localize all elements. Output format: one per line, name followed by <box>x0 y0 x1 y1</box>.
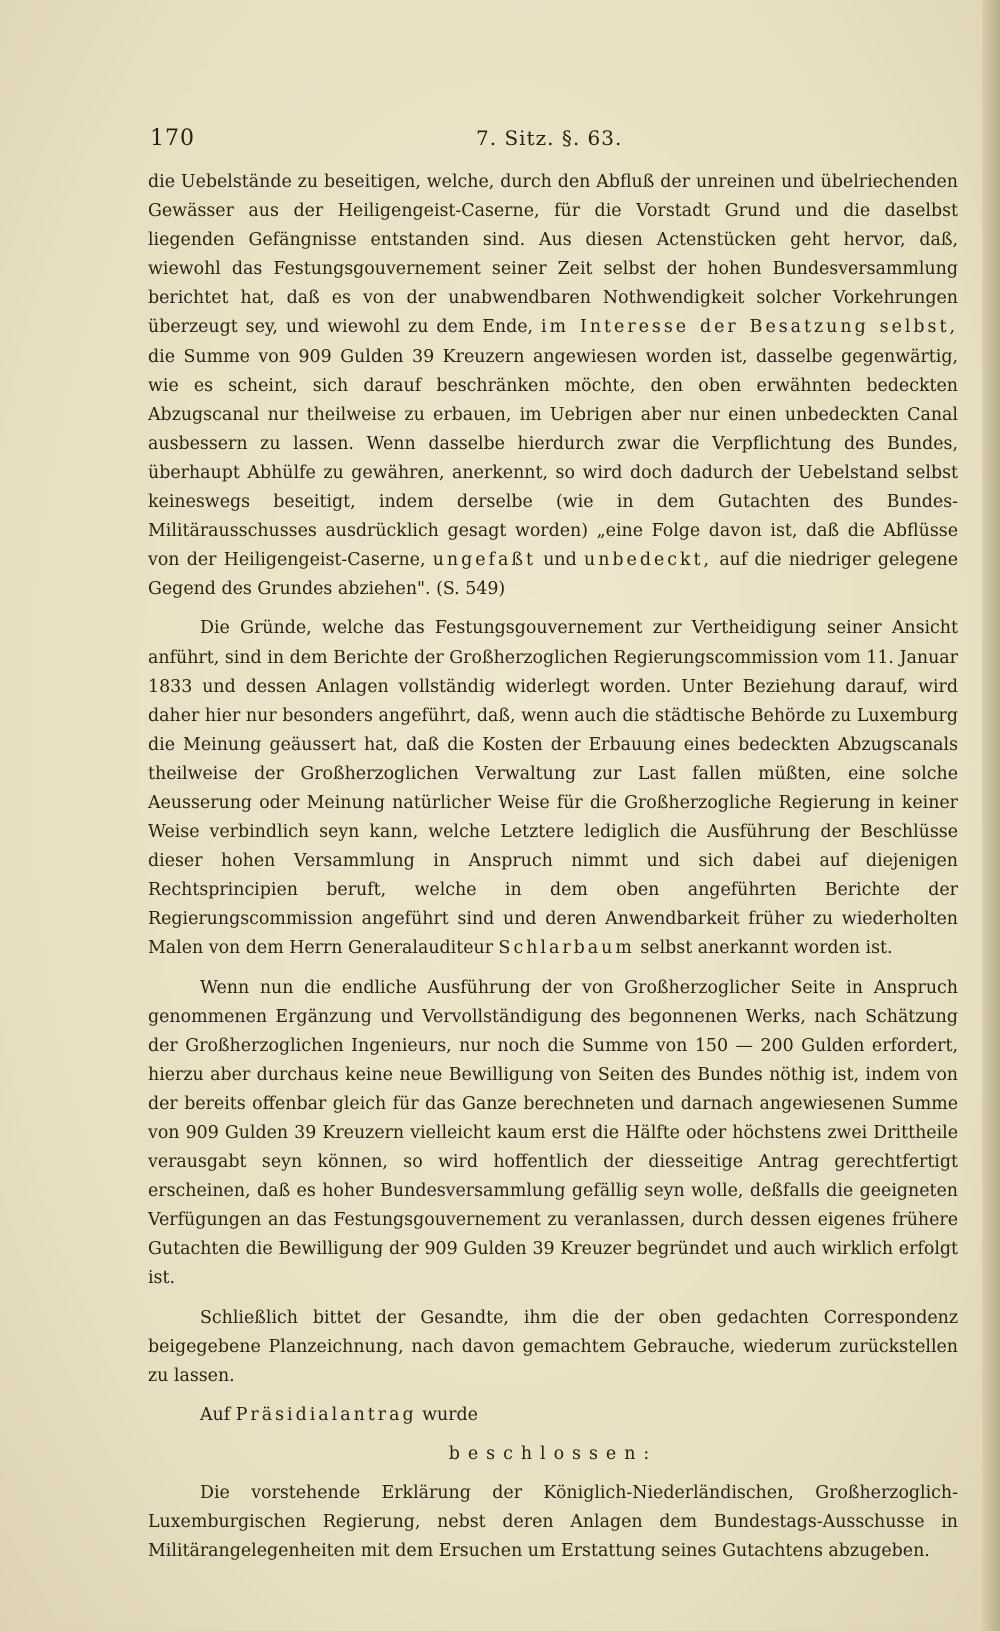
resolution-heading: beschlossen: <box>448 1443 658 1464</box>
paragraph-1-text-c: die Summe von 909 Gulden 39 Kreuzern angewiesen worden ist, dasselbe gegenwärtig, wie es scheint, sich darauf beschränken möchte, den oben erwähnten bedeckten Abzugscanal nur theilweise zu erbauen, im Uebrigen aber nur einen unbedeckten Canal ausbessern zu lassen. Wenn dasselbe hierdurch zwar die Verpflichtung des Bundes, überhaupt Abhülfe zu gewähren, anerkennt, so wird doch dadurch der Uebelstand selbst keineswegs beseitigt, indem derselbe (wie in dem Gutachten des Bundes-Militärausschusses ausdrücklich gesagt worden) „eine Folge davon ist, daß die Abflüsse von der Heiligengeist-Caserne, <box>148 346 958 571</box>
paragraph-2-text-c: selbst anerkannt worden ist. <box>640 938 893 959</box>
paragraph-5 <box>148 1401 958 1430</box>
page-number: 170 <box>150 126 195 151</box>
paragraph-1 <box>148 168 958 604</box>
paragraph-1-text-a: die Uebelstände zu beseitigen, welche, durch den Abfluß der unreinen und übelriechenden Gewässer aus der Heiligengeist-Caserne, für die Vorstadt Grund und die daselbst liegenden Gefängnisse entstanden sind. Aus diesen Actenstücken geht hervor, daß, wiewohl das Festungsgouvernement seiner Zeit selbst der hohen Bundesversammlung berichtet hat, daß es von der unabwendbaren Nothwendigkeit solcher Vorkehrungen überzeugt sey, und wiewohl zu dem Ende, <box>148 172 958 338</box>
paragraph-2-spaced-b: Schlarbaum <box>498 938 635 959</box>
paragraph-1-spaced-b: im Interesse der Besatzung selbst, <box>541 317 958 338</box>
page-edge-shadow <box>982 0 1000 1631</box>
page-body <box>148 168 958 1566</box>
paragraph-5-text-c: wurde <box>422 1404 478 1425</box>
paragraph-2 <box>148 614 958 963</box>
paragraph-1-spaced-f: unbedeckt, <box>584 550 713 571</box>
page-header <box>150 126 960 160</box>
paragraph-1-text-e: und <box>543 550 577 571</box>
paragraph-3: Wenn nun die endliche Ausführung der von Großherzoglicher Seite in Anspruch genommenen Ergänzung und Vervollständigung des begonnenen Werks, nach Schätzung der Großherzoglichen Ingenieurs, nur noch die Summe von 150 — 200 Gulden erfordert, hierzu aber durchaus keine neue Bewilligung von Seiten des Bundes nöthig ist, indem von der bereits offenbar gleich für das Ganze berechneten und darnach angewiesenen Summe von 909 Gulden 39 Kreuzern vielleicht kaum erst die Hälfte oder höchstens zwei Drittheile verausgabt seyn können, so wird hoffentlich der diesseitige Antrag gerechtfertigt erscheinen, daß es hoher Bundesversammlung gefällig seyn wolle, deßfalls die geeigneten Verfügungen an das Festungsgouvernement zu veranlassen, durch dessen eigenes frühere Gutachten die Bewilligung der 909 Gulden 39 Kreuzer begründet und auch wirklich erfolgt ist. <box>148 977 958 1289</box>
paragraph-1-spaced-d: ungefaßt <box>432 550 536 571</box>
paragraph-5-spaced-b: Präsidialantrag <box>235 1404 417 1425</box>
paragraph-1-text-g: auf die niedriger gelegene Gegend des Grundes abziehen". (S. 549) <box>148 550 959 600</box>
running-head: 7. Sitz. §. 63. <box>476 126 623 150</box>
paragraph-2-text-a: Die Gründe, welche das Festungsgouvernement zur Vertheidigung seiner Ansicht anführt, sind in dem Berichte der Großherzoglichen Regierungscommission vom 11. Januar 1833 und dessen Anlagen vollständig widerlegt worden. Unter Beziehung darauf, wird daher hier nur besonders angeführt, daß, wenn auch die städtische Behörde zu Luxemburg die Meinung geäussert hat, daß die Kosten der Erbauung eines bedeckten Abzugscanals theilweise der Großherzoglichen Verwaltung zur Last fallen müßten, eine solche Aeusserung oder Meinung natürlicher Weise für die Großherzogliche Regierung in keiner Weise verbindlich seyn kann, welche Letztere lediglich die Ausführung der Beschlüsse dieser hohen Versammlung in Anspruch nimmt und sich dabei auf diejenigen Rechtsprincipien beruft, welche in dem oben angeführten Berichte der Regierungscommission angeführt sind und deren Anwendbarkeit früher zu wiederholten Malen von dem Herrn Generalauditeur <box>148 618 958 959</box>
paragraph-5-text-a: Auf <box>200 1404 231 1425</box>
paragraph-7: Die vorstehende Erklärung der Königlich-Niederländischen, Großherzoglich-Luxemburgischen Regierung, nebst deren Anlagen dem Bundestags-Ausschusse in Militärangelegenheiten mit dem Ersuchen um Erstattung seines Gutachtens abzugeben. <box>148 1483 958 1562</box>
paragraph-4: Schließlich bittet der Gesandte, ihm die der oben gedachten Correspondenz beigegebene Planzeichnung, nach davon gemachtem Gebrauche, wiederum zurückstellen zu lassen. <box>148 1307 958 1386</box>
